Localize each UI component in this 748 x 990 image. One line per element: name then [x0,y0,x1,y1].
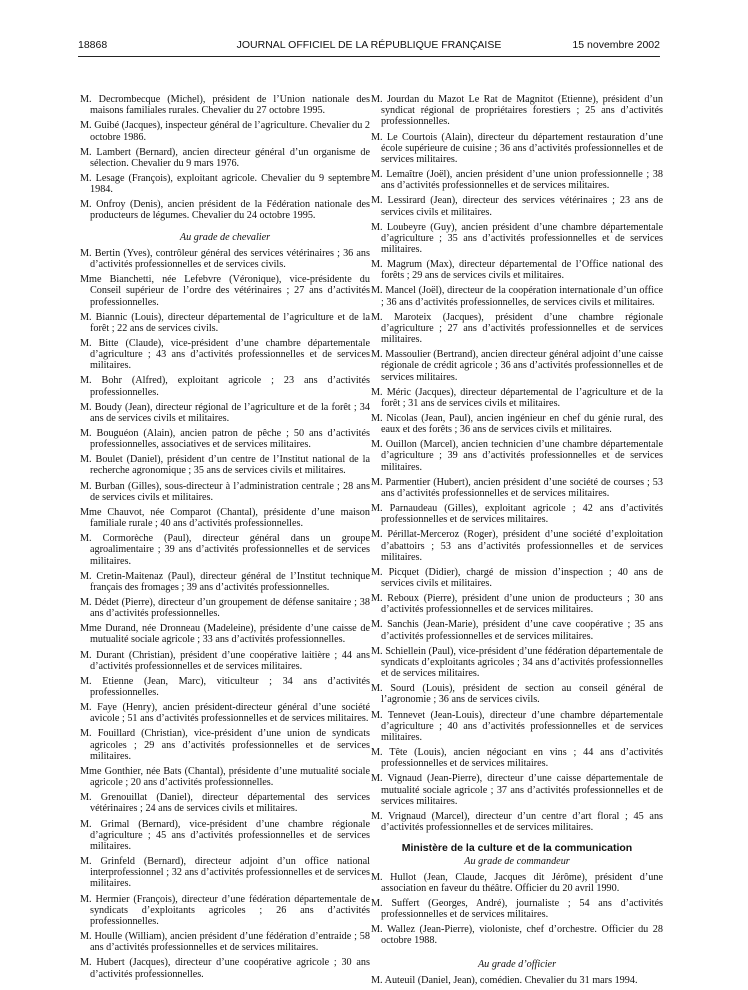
publication-date: 15 novembre 2002 [572,39,660,51]
decoration-entry: M. Reboux (Pierre), président d’une union de producteurs ; 30 ans d’activités professionnelles et de services militaires. [371,593,663,616]
decoration-entry: M. Houlle (William), ancien président d’une fédération d’entraide ; 58 ans d’activités professionnelles et de services militaires. [80,931,370,954]
decoration-entry: M. Lesage (François), exploitant agricole. Chevalier du 9 septembre 1984. [80,172,370,196]
decoration-entry: M. Parmentier (Hubert), ancien président d’une société de courses ; 53 ans d’activités professionnelles et de services militaires. [371,476,663,499]
decoration-entry: M. Périllat-Merceroz (Roger), président d’une société d’exploitation d’abattoirs ; 53 ans d’activités professionnelles et de services militaires. [371,529,663,563]
decoration-entry: M. Sourd (Louis), président de section au conseil général de l’agronomie ; 36 ans de services civils. [371,683,663,706]
decoration-entry: M. Guibé (Jacques), inspecteur général de l’agriculture. Chevalier du 2 octobre 1986. [80,120,370,143]
decoration-entry: M. Faye (Henry), ancien président-directeur général d’une société avicole ; 51 ans d’activités professionnelles et de services militaires. [80,702,370,725]
decoration-entry: M. Hullot (Jean, Claude, Jacques dit Jérôme), président d’une association en faveur du théâtre. Officier du 20 avril 1990. [371,871,663,894]
decoration-entry: M. Hubert (Jacques), directeur d’une coopérative agricole ; 30 ans d’activités professionnelles. [80,957,370,980]
decoration-entry: Mme Gonthier, née Bats (Chantal), présidente d’une mutualité sociale agricole ; 20 ans d’activités professionnelles. [80,765,370,789]
decoration-entry: M. Fouillard (Christian), vice-président d’une union de syndicats agricoles ; 29 ans d’activités professionnelles et de services militaires. [80,728,370,762]
decoration-entry: M. Vignaud (Jean-Pierre), directeur d’une caisse départementale de mutualité sociale agricole ; 37 ans d’activités professionnelles et de services militaires. [371,773,663,807]
decoration-entry: M. Bouguéon (Alain), ancien patron de pêche ; 50 ans d’activités professionnelles, associatives et de services militaires. [80,427,370,451]
decoration-entry: Mme Chauvot, née Comparot (Chantal), présidente d’une maison familiale rurale ; 40 ans d’activités professionnelles. [80,506,370,530]
decoration-entry: M. Boudy (Jean), directeur régional de l’agriculture et de la forêt ; 34 ans de services civils et militaires. [80,401,370,424]
decoration-entry: M. Schiellein (Paul), vice-président d’une fédération départementale de syndicats d’exploitants agricoles ; 34 ans d’activités professionnelles et de services militaires. [371,645,663,680]
decoration-entry: M. Jourdan du Mazot Le Rat de Magnitot (Etienne), président d’un syndicat régional de propriétaires forestiers ; 25 ans d’activités professionnelles. [371,94,663,128]
right-column [371,94,663,990]
right-entries-officier [371,975,663,986]
decoration-entry: M. Biannic (Louis), directeur départemental de l’agriculture et de la forêt ; 22 ans de services civils. [80,311,370,334]
decoration-entry: M. Auteuil (Daniel, Jean), comédien. Chevalier du 31 mars 1994. [371,974,638,986]
grade-heading-officier: Au grade d’officier [477,958,557,970]
right-entries-commandeur [371,872,663,947]
decoration-entry: M. Suffert (Georges, André), journaliste ; 54 ans d’activités professionnelles et de services militaires. [371,897,663,921]
decoration-entry: Mme Durand, née Dronneau (Madeleine), présidente d’une caisse de mutualité sociale agricole ; 33 ans d’activités professionnelles. [80,623,370,646]
decoration-entry: M. Bertin (Yves), contrôleur général des services vétérinaires ; 36 ans d’activités professionnelles et de services civils. [80,247,370,270]
decoration-entry: M. Vrignaud (Marcel), directeur d’un centre d’art floral ; 45 ans d’activités professionnelles et de services militaires. [371,810,663,834]
decoration-entry: M. Bitte (Claude), vice-président d’une chambre départementale d’agriculture ; 43 ans d’activités professionnelles et de services militaires. [80,337,370,372]
decoration-entry: M. Dédet (Pierre), directeur d’un groupement de défense sanitaire ; 38 ans d’activités professionnelles. [80,596,370,620]
ministry-heading: Ministère de la culture et de la communication [401,842,633,855]
page-header [78,39,660,53]
decoration-entry: M. Bohr (Alfred), exploitant agricole ; 23 ans d’activités professionnelles. [80,375,370,398]
grade-heading-commandeur: Au grade de commandeur [464,856,570,868]
decoration-entry: M. Cormorèche (Paul), directeur général dans un groupe agroalimentaire ; 39 ans d’activités professionnelles et de services militaires. [80,533,370,567]
decoration-entry: M. Massoulier (Bertrand), ancien directeur général adjoint d’une caisse régionale de crédit agricole ; 36 ans d’activités professionnelles et de services militaires. [371,349,663,383]
header-rule [78,56,660,57]
decoration-entry: M. Wallez (Jean-Pierre), violoniste, chef d’orchestre. Officier du 28 octobre 1988. [371,924,663,947]
decoration-entry: M. Onfroy (Denis), ancien président de la Fédération nationale des producteurs de légumes. Chevalier du 24 octobre 1995. [80,199,370,222]
decoration-entry: M. Tennevet (Jean-Louis), directeur d’une chambre départementale d’agriculture ; 40 ans d’activités professionnelles et de services militaires. [371,709,663,743]
right-entries [371,94,663,833]
decoration-entry: M. Le Courtois (Alain), directeur du département restauration d’une école supérieure de cuisine ; 36 ans d’activités professionnelles et de services militaires. [371,131,663,165]
decoration-entry: M. Etienne (Jean, Marc), viticulteur ; 34 ans d’activités professionnelles. [80,675,370,699]
decoration-entry: M. Sanchis (Jean-Marie), président d’une cave coopérative ; 35 ans d’activités professionnelles et de services militaires. [371,619,663,642]
page-number: 18868 [78,39,108,51]
decoration-entry: M. Durant (Christian), président d’une coopérative laitière ; 44 ans d’activités professionnelles et de services militaires. [80,649,370,672]
left-entries-chevalier [80,248,370,980]
decoration-entry: M. Parnaudeau (Gilles), exploitant agricole ; 42 ans d’activités professionnelles et de services militaires. [371,503,663,526]
decoration-entry: M. Burban (Gilles), sous-directeur à l’administration centrale ; 28 ans de services civils et militaires. [80,480,370,503]
decoration-entry: M. Cretin-Maitenaz (Paul), directeur général de l’Institut technique français des fromages ; 39 ans d’activités professionnelles. [80,570,370,593]
decoration-entry: M. Picquet (Didier), chargé de mission d’inspection ; 40 ans de services civils et militaires. [371,566,663,590]
decoration-entry: M. Grenouillat (Daniel), directeur départemental des services vétérinaires ; 24 ans de services civils et militaires. [80,792,370,815]
grade-heading-chevalier: Au grade de chevalier [179,231,271,243]
decoration-entry: M. Ouillon (Marcel), ancien technicien d’une chambre départementale d’agriculture ; 39 ans d’activités professionnelles et de services militaires. [371,439,663,473]
decoration-entry: Mme Bianchetti, née Lefebvre (Véronique), vice-présidente du Conseil supérieur de l’ordre des vétérinaires ; 27 ans d’activités professionnelles. [80,274,370,308]
decoration-entry: M. Grimal (Bernard), vice-président d’une chambre régionale d’agriculture ; 45 ans d’activités professionnelles et de services militaires. [80,818,370,852]
decoration-entry: M. Tête (Louis), ancien négociant en vins ; 44 ans d’activités professionnelles et de services militaires. [371,747,663,770]
decoration-entry: M. Loubeyre (Guy), ancien président d’une chambre départementale d’agriculture ; 35 ans d’activités professionnelles et de services militaires. [371,221,663,255]
decoration-entry: M. Magrum (Max), directeur départemental de l’Office national des forêts ; 29 ans de services civils et militaires. [371,259,663,282]
decoration-entry: M. Lemaître (Joël), ancien président d’une union professionnelle ; 38 ans d’activités professionnelles et de services militaires. [371,169,663,192]
left-entries-top [80,94,370,222]
journal-title: JOURNAL OFFICIEL DE LA RÉPUBLIQUE FRANÇAISE [236,39,502,51]
decoration-entry: M. Hermier (François), directeur d’une fédération départementale de syndicats d’exploitants agricoles ; 26 ans d’activités professionnelles. [80,893,370,927]
decoration-entry: M. Boulet (Daniel), président d’un centre de l’Institut national de la recherche agronomique ; 35 ans de services civils et militaires. [80,454,370,477]
decoration-entry: M. Decrombecque (Michel), président de l’Union nationale des maisons familiales rurales. Chevalier du 27 octobre 1995. [80,94,370,117]
decoration-entry: M. Maroteix (Jacques), président d’une chambre régionale d’agriculture ; 27 ans d’activités professionnelles et de services militaires. [371,311,663,346]
decoration-entry: M. Grinfeld (Bernard), directeur adjoint d’un office national interprofessionnel ; 32 ans d’activités professionnelles et de services militaires. [80,856,370,890]
decoration-entry: M. Mancel (Joël), directeur de la coopération internationale d’un office ; 36 ans d’activités professionnelles, de services civils et militaires. [371,285,663,308]
decoration-entry: M. Nicolas (Jean, Paul), ancien ingénieur en chef du génie rural, des eaux et des forêts ; 36 ans de services civils et militaires. [371,412,663,436]
decoration-entry: M. Lambert (Bernard), ancien directeur général d’un organisme de sélection. Chevalier du 9 mars 1976. [80,146,370,169]
decoration-entry: M. Lessirard (Jean), directeur des services vétérinaires ; 23 ans de services civils et militaires. [371,195,663,218]
left-column [80,94,370,984]
decoration-entry: M. Méric (Jacques), directeur départemental de l’agriculture et de la forêt ; 31 ans de services civils et militaires. [371,386,663,409]
